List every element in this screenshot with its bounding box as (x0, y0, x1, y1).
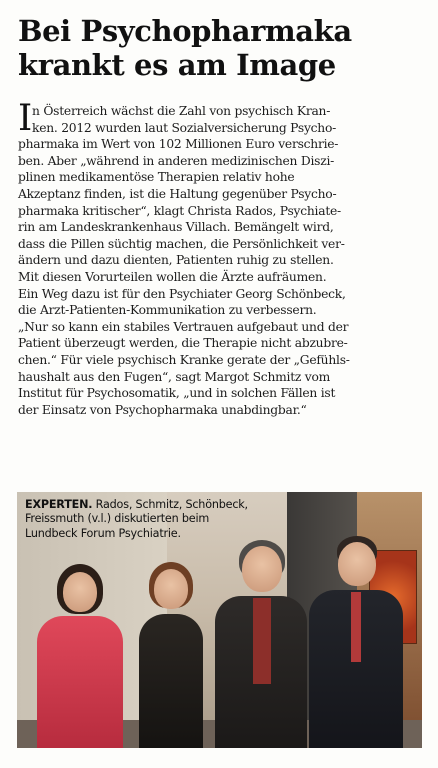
article-headline (18, 14, 428, 82)
drop-cap: I (18, 98, 33, 139)
article-line: plinen medikamentöse Therapien relativ hohe (18, 170, 295, 185)
caption-line-1 (25, 498, 325, 512)
article-line: n Österreich wächst die Zahl von psychisch Kran- (32, 104, 331, 118)
article-line: Akzeptanz finden, ist die Haltung gegenüber Psycho- (18, 186, 337, 201)
headline-line-2: krankt es am Image (18, 48, 336, 82)
caption-label: EXPERTEN. (25, 498, 93, 511)
headline-line-1: Bei Psychopharmaka (18, 14, 352, 48)
caption-line-2: Freissmuth (v.l.) diskutierten beim (25, 512, 210, 526)
caption-line-3: Lundbeck Forum Psychiatrie. (25, 526, 181, 540)
experts-photo (17, 492, 422, 748)
article-line: Ein Weg dazu ist für den Psychiater Georg Schönbeck, (18, 286, 346, 301)
article-line: dass die Pillen süchtig machen, die Persönlichkeit ver- (18, 236, 345, 251)
article-line: ben. Aber „während in anderen medizinischen Diszi- (18, 153, 335, 168)
article-line: rin am Landeskrankenhaus Villach. Bemängelt wird, (18, 220, 334, 235)
article-line: ken. 2012 wurden laut Sozialversicherung Psycho- (32, 120, 337, 135)
caption-line-1-text: Rados, Schmitz, Schönbeck, (92, 498, 248, 511)
article-line: haushalt aus den Fugen“, sagt Margot Schmitz vom (18, 369, 331, 384)
article-line: pharmaka im Wert von 102 Millionen Euro verschrie- (18, 137, 339, 152)
photo-caption (25, 498, 325, 541)
article-line: ändern und dazu dienten, Patienten ruhig zu stellen. (18, 253, 334, 268)
article-line: die Arzt-Patienten-Kommunikation zu verbessern. (18, 303, 317, 318)
person-rados (35, 564, 125, 748)
article-body (18, 98, 422, 418)
article-line: Institut für Psychosomatik, „und in solchen Fällen ist (18, 386, 336, 401)
article-line: chen.“ Für viele psychisch Kranke gerate der „Gefühls- (18, 352, 350, 367)
article-line: „Nur so kann ein stabiles Vertrauen aufgebaut und der (18, 319, 349, 334)
person-freissmuth (307, 536, 405, 748)
article-line: Patient überzeugt werden, die Therapie nicht abzubre- (18, 336, 348, 351)
person-schoenbeck (213, 540, 309, 748)
person-schmitz (131, 562, 211, 748)
article-line: der Einsatz von Psychopharmaka unabdingbar.“ (18, 402, 307, 417)
article-line: pharmaka kritischer“, klagt Christa Rados, Psychiate- (18, 203, 341, 218)
article-line: Mit diesen Vorurteilen wollen die Ärzte aufräumen. (18, 269, 327, 284)
